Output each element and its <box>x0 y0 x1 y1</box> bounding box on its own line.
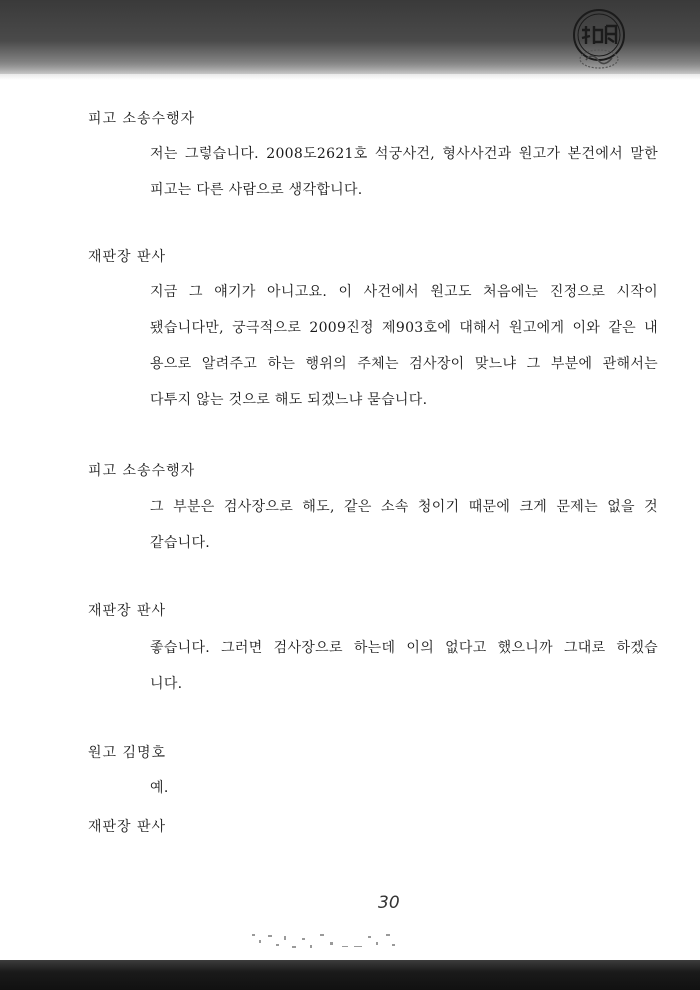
speaker-label: 원고 김명호 <box>88 745 167 761</box>
statement-text: 좋습니다. 그러면 검사장으로 하는데 이의 없다고 했으니까 그대로 하겠습 니다. <box>150 640 658 692</box>
scan-bottom-shadow <box>0 960 700 990</box>
speaker-label: 재판장 판사 <box>88 603 167 619</box>
statement-text: 예. <box>150 780 169 796</box>
speaker-label: 재판장 판사 <box>88 819 167 835</box>
statement-text: 그 부분은 검사장으로 해도, 같은 소속 청이기 때문에 크게 문제는 없을 것 같습니다. <box>150 499 658 551</box>
speaker-label: 피고 소송수행자 <box>88 463 196 479</box>
speaker-label: 피고 소송수행자 <box>88 111 196 127</box>
statement-text: 지금 그 얘기가 아니고요. 이 사건에서 원고도 처음에는 진정으로 시작이 됐습니다만, 궁극적으로 2009진정 제903호에 대해서 원고에게 이와 같은 내 용으로 알려주고 하는 행위의 주체는 검사장이 맞느냐 그 부분에 관해서는 다투지 않는 것으로 해도 되겠느냐 묻습니다. <box>150 284 658 408</box>
scan-noise-marks <box>250 930 400 954</box>
stamp-impression-icon <box>578 48 620 70</box>
speaker-label: 재판장 판사 <box>88 249 167 265</box>
statement-text: 저는 그렇습니다. 2008도2621호 석궁사건, 형사사건과 원고가 본건에서 말한 피고는 다른 사람으로 생각합니다. <box>150 146 658 198</box>
page-number: 30 <box>378 893 400 913</box>
